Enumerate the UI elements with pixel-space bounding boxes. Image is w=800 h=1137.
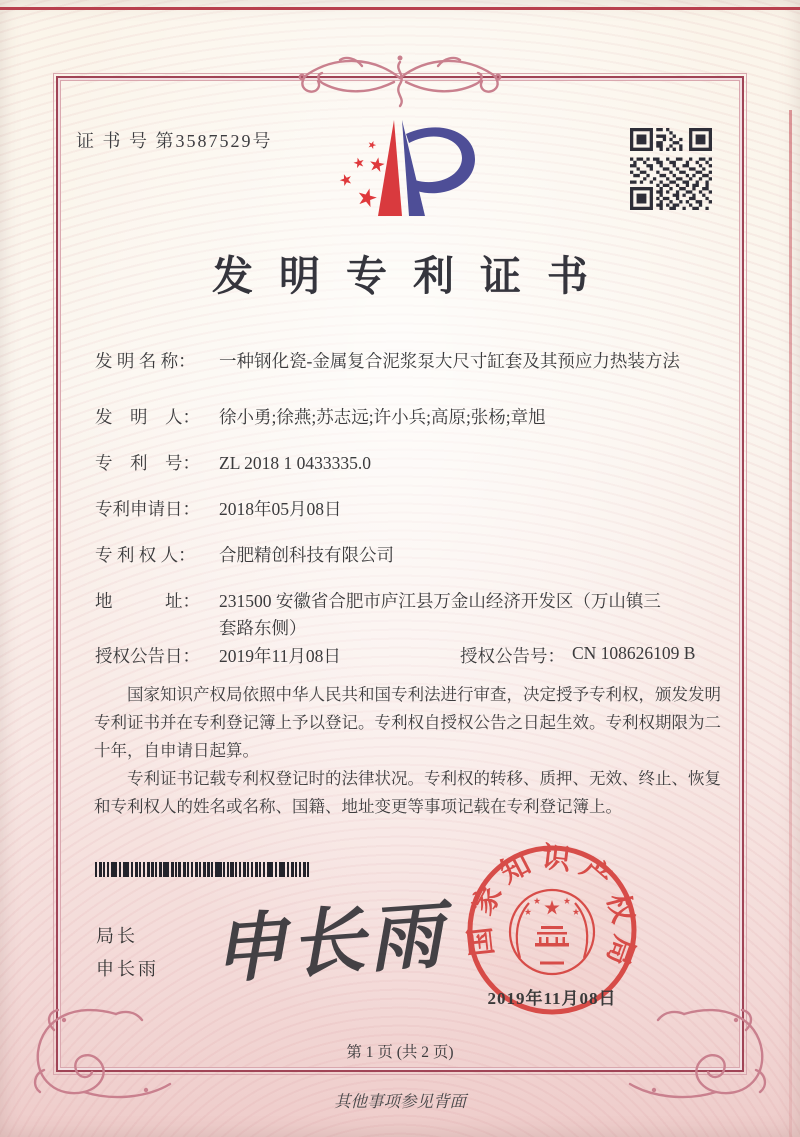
legal-text-block — [94, 681, 728, 821]
field-label-grant-number: 授权公告号： — [460, 646, 565, 666]
logo-red-wedge — [378, 120, 402, 216]
cnipa-logo — [322, 112, 482, 234]
top-edge-line — [0, 7, 800, 10]
field-value-grant-date: 2019年11月08日 — [219, 646, 341, 666]
director-name: 申长雨 — [96, 959, 159, 979]
field-row-address — [95, 588, 727, 642]
field-value-address: 231500 安徽省合肥市庐江县万金山经济开发区（万山镇三套路东侧） — [219, 591, 661, 639]
field-row-filing-date — [95, 496, 727, 523]
director-title: 局长 — [96, 926, 138, 946]
field-label-patentee: 专 利 权 人： — [95, 545, 196, 565]
back-note: 其他事项参见背面 — [334, 1092, 466, 1111]
director-signature: 申长雨 — [209, 894, 450, 994]
legal-paragraph-2: 专利证书记载专利权登记时的法律状况。专利权的转移、质押、无效、终止、恢复和专利权人的姓名或名称、国籍、地址变更等事项记载在专利登记簿上。 — [94, 769, 721, 816]
seal-date: 2019年11月08日 — [487, 989, 617, 1008]
field-label-filing-date: 专利申请日： — [95, 499, 200, 519]
field-label-invention-name: 发 明 名 称： — [95, 351, 196, 371]
logo-stars — [338, 140, 385, 208]
certificate-title: 发明专利证书 — [212, 253, 614, 299]
field-row-patent-number — [95, 450, 727, 477]
qr-code-icon — [630, 128, 712, 210]
field-label-address: 地 址： — [95, 591, 200, 611]
field-row-inventors — [95, 404, 727, 431]
field-value-inventors: 徐小勇;徐燕;苏志远;许小兵;高原;张杨;章旭 — [219, 407, 546, 427]
field-row-grant — [95, 643, 727, 668]
logo-p-bowl — [406, 127, 475, 193]
grant-number-group — [460, 643, 695, 668]
field-value-grant-number: CN 108626109 B — [572, 643, 696, 663]
field-label-patent-number: 专 利 号： — [95, 453, 200, 473]
seal-text: 国家知识产权局 — [463, 841, 641, 977]
field-value-invention-name: 一种钢化瓷-金属复合泥浆泵大尺寸缸套及其预应力热装方法 — [219, 351, 680, 371]
field-value-filing-date: 2018年05月08日 — [219, 499, 342, 519]
page-number: 第 1 页 (共 2 页) — [346, 1044, 454, 1061]
certificate-number: 证 书 号 第3587529号 — [76, 131, 273, 151]
field-label-inventors: 发 明 人： — [95, 407, 200, 427]
field-value-patent-number: ZL 2018 1 0433335.0 — [219, 453, 371, 473]
field-value-patentee: 合肥精创科技有限公司 — [219, 545, 394, 565]
field-label-grant-date: 授权公告日： — [95, 646, 200, 666]
field-row-patentee — [95, 542, 727, 569]
barcode-icon — [95, 862, 309, 877]
legal-paragraph-1: 国家知识产权局依照中华人民共和国专利法进行审查，决定授予专利权，颁发发明专利证书并在专利登记簿上予以登记。专利权自授权公告之日起生效。专利权期限为二十年，自申请日起算。 — [94, 685, 721, 760]
field-row-invention-name — [95, 348, 727, 375]
